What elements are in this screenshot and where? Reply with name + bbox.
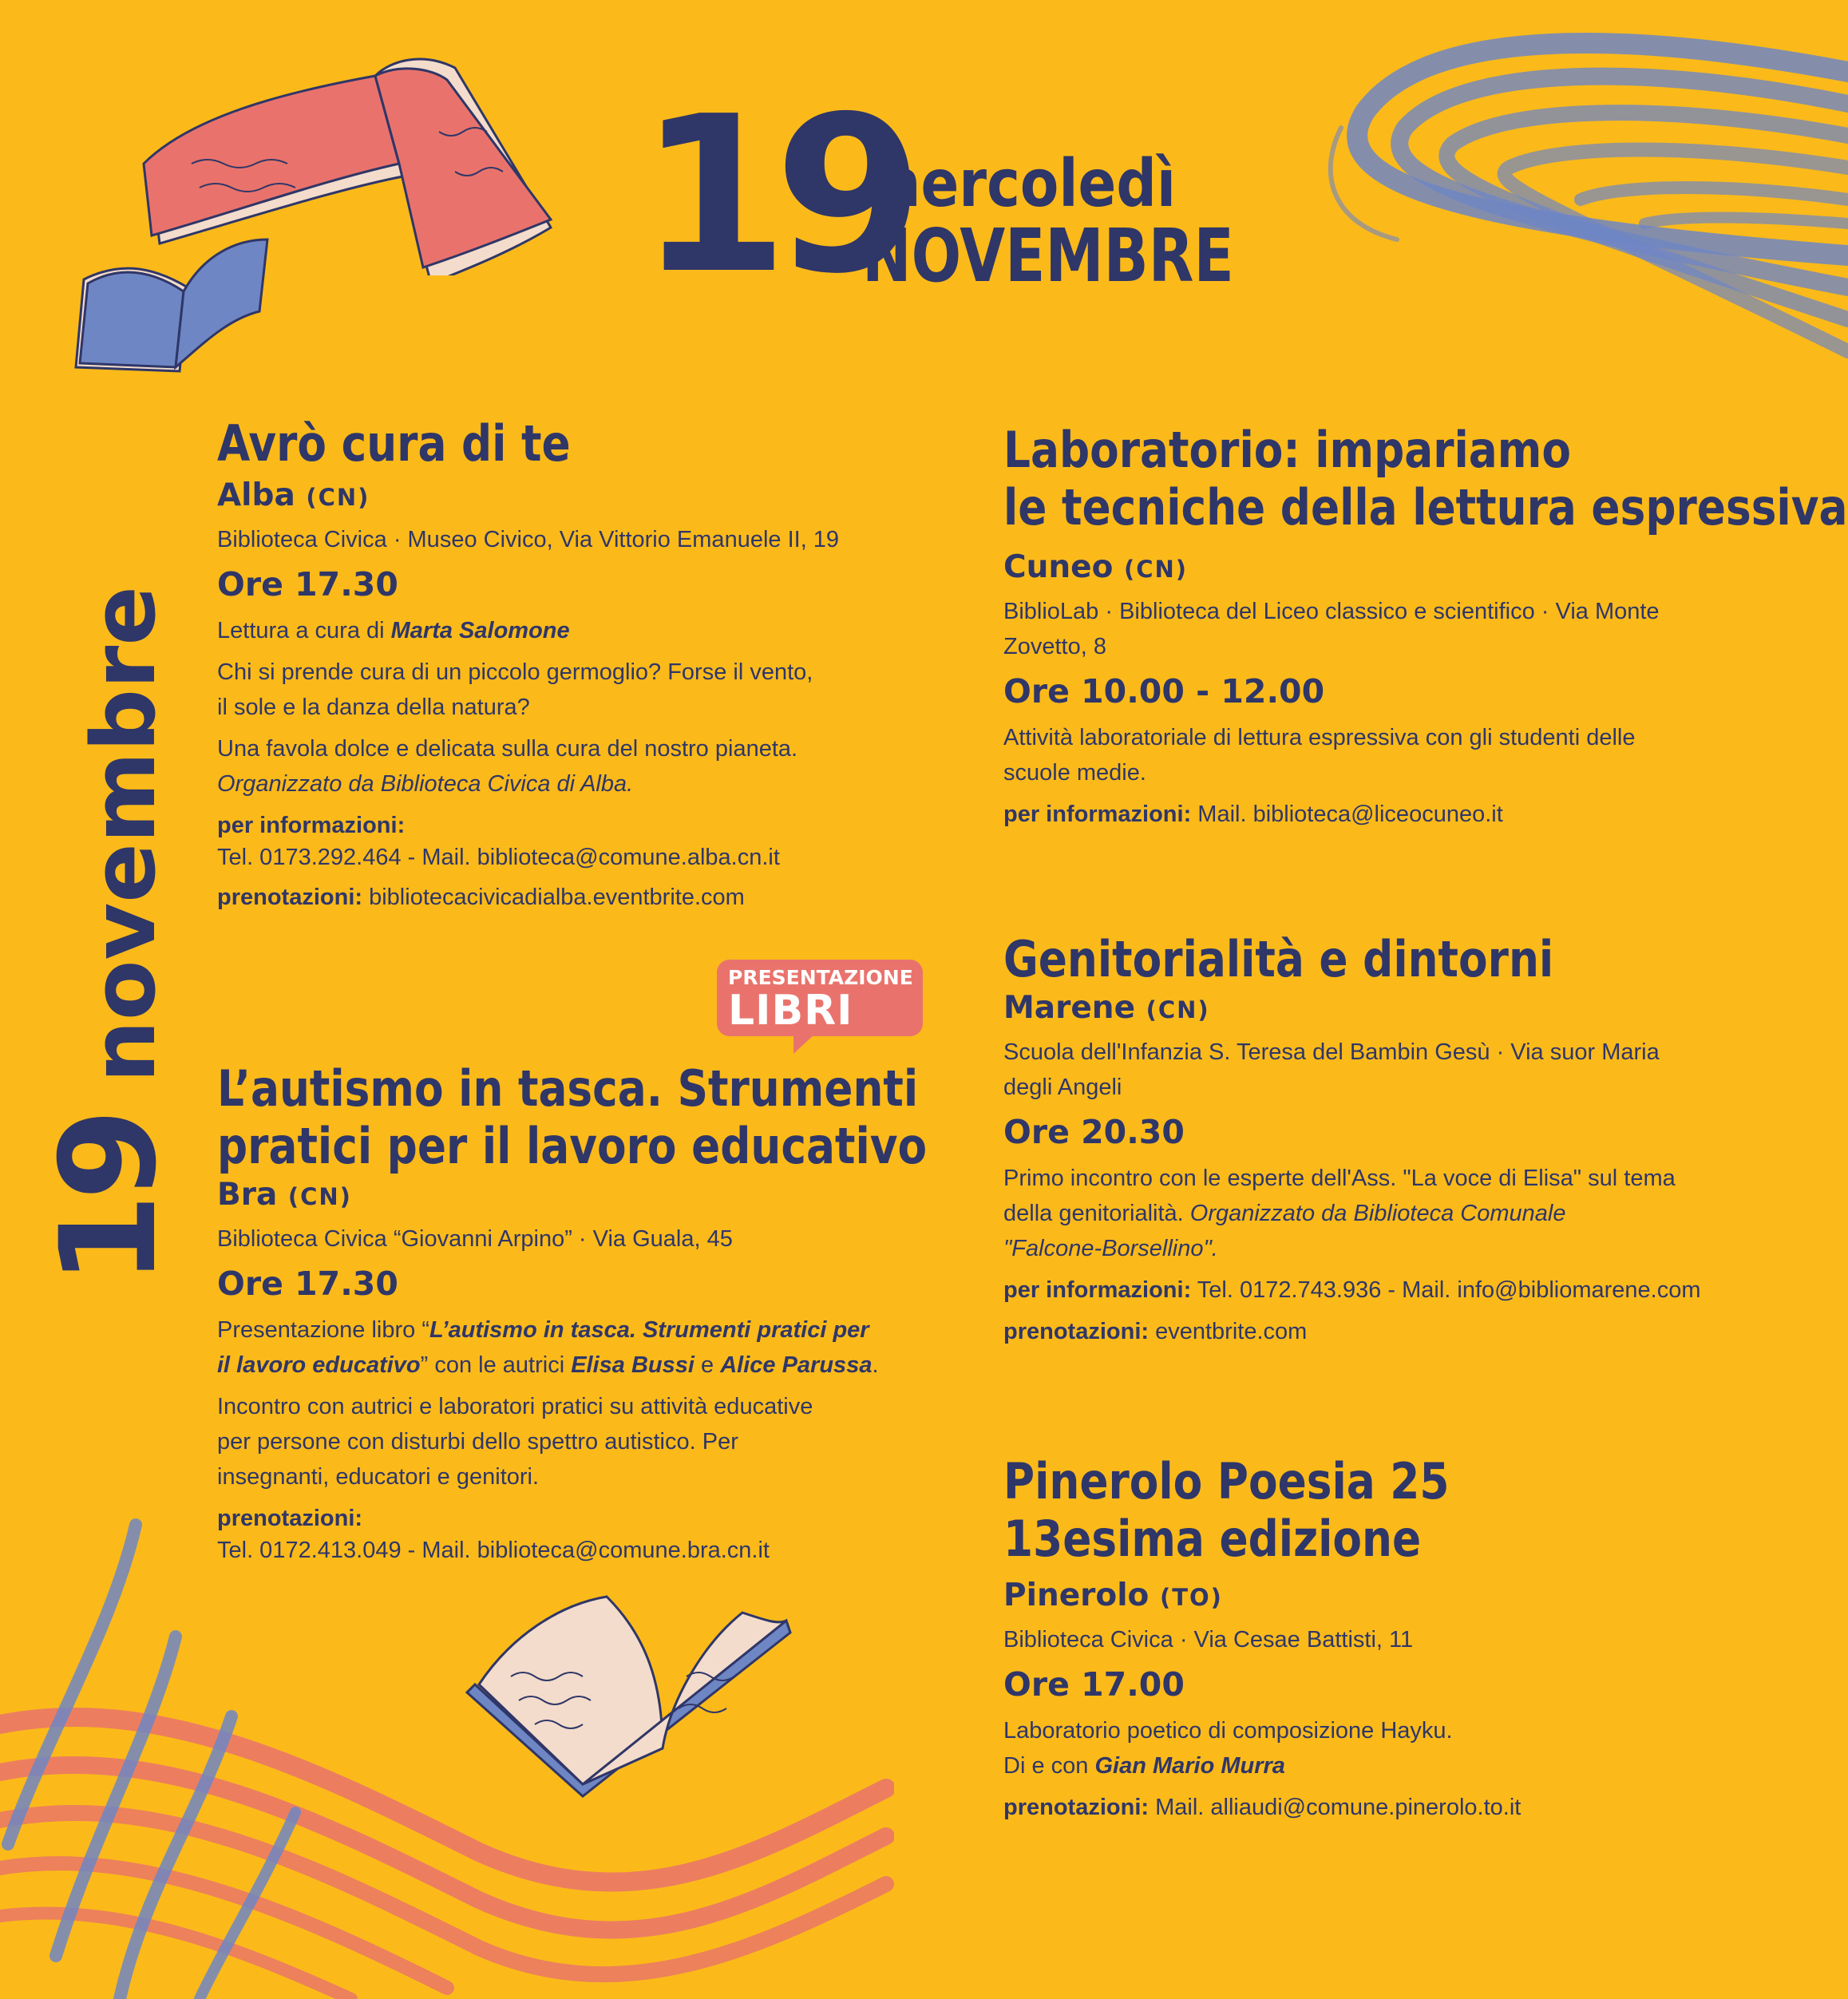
booking-value: bibliotecacivicadialba.eventbrite.com	[369, 885, 745, 910]
text: e	[694, 1352, 721, 1378]
event-city	[1003, 988, 1834, 1030]
desc-line: della genitorialità.	[1003, 1201, 1190, 1226]
event-details	[217, 1389, 936, 1494]
info-value: Tel. 0172.743.936 - Mail. info@bibliomarene.com	[1197, 1277, 1701, 1303]
desc-line: scuole medie.	[1003, 760, 1146, 786]
author-name: Alice Parussa	[720, 1352, 873, 1378]
event-venue	[1003, 1035, 1834, 1105]
event-title: L’autismo in tasca. Strumenti	[217, 1059, 919, 1118]
side-month: novembre	[73, 585, 175, 1083]
event-city	[217, 1175, 936, 1217]
desc-line: Attività laboratoriale di lettura espressiva con gli studenti delle	[1003, 725, 1636, 750]
event-alba	[217, 415, 936, 915]
event-booking	[217, 880, 936, 915]
side-day: 19	[32, 1114, 185, 1285]
info-label: per informazioni:	[217, 813, 406, 838]
desc-line: Primo incontro con le esperte dell'Ass. "La voce di Elisa" sul tema	[1003, 1166, 1676, 1191]
badge-line2: LIBRI	[728, 987, 853, 1035]
booking-label: prenotazioni:	[1003, 1795, 1150, 1820]
badge-line1: PRESENTAZIONE	[728, 966, 913, 989]
desc-line: per persone con disturbi dello spettro autistico. Per	[217, 1429, 738, 1455]
event-city	[1003, 548, 1802, 589]
desc-line: il sole e la danza della natura?	[217, 695, 530, 720]
organizer-line: Organizzato da Biblioteca Civica di Alba.	[217, 771, 634, 797]
organizer-line: "Falcone-Borsellino".	[1003, 1236, 1218, 1261]
event-city	[1003, 1576, 1802, 1617]
booking-label: prenotazioni:	[1003, 1319, 1150, 1344]
event-booking	[217, 1502, 936, 1566]
event-time: Ore 17.00	[1003, 1665, 1185, 1704]
blue-crayon-swirl	[1301, 16, 1848, 399]
province: (TO)	[1159, 1584, 1223, 1611]
event-description	[217, 655, 936, 725]
event-venue: Biblioteca Civica “Giovanni Arpino” · Via Guala, 45	[217, 1226, 733, 1252]
province: (CN)	[1146, 996, 1210, 1023]
event-time: Ore 10.00 - 12.00	[1003, 672, 1325, 711]
event-time: Ore 20.30	[1003, 1113, 1185, 1151]
venue-line: Scuola dell'Infanzia S. Teresa del Bambin Gesù · Via suor Maria	[1003, 1039, 1660, 1065]
venue-line: degli Angeli	[1003, 1075, 1122, 1100]
event-description	[1003, 720, 1802, 790]
presentazione-libri-badge	[717, 960, 923, 1036]
info-label: per informazioni:	[1003, 1277, 1192, 1303]
event-time: Ore 17.30	[217, 1265, 398, 1303]
reader-name: Marta Salomone	[390, 618, 570, 643]
desc-line: Chi si prende cura di un piccolo germoglio? Forse il vento,	[217, 659, 813, 685]
event-booking	[1003, 1314, 1834, 1349]
event-description	[1003, 1713, 1802, 1783]
booking-value: eventbrite.com	[1155, 1319, 1308, 1344]
event-info	[1003, 797, 1802, 832]
info-value: Tel. 0173.292.464 - Mail. biblioteca@comune.alba.cn.it	[217, 845, 780, 870]
blue-book-illustration	[68, 224, 275, 375]
book-title: il lavoro educativo	[217, 1352, 421, 1378]
event-bra	[217, 1060, 936, 1566]
booking-label: prenotazioni:	[217, 885, 363, 910]
text: Presentazione libro “	[217, 1317, 429, 1343]
province: (CN)	[1123, 556, 1189, 583]
desc-line: insegnanti, educatori e genitori.	[217, 1464, 540, 1490]
city-name: Marene	[1003, 990, 1136, 1026]
side-date-label	[32, 586, 185, 1285]
event-info	[217, 809, 936, 873]
cream-book-illustration	[463, 1589, 798, 1804]
event-pinerolo	[1003, 1453, 1802, 1825]
event-title: Genitorialità e dintorni	[1003, 930, 1554, 988]
book-title: L’autismo in tasca. Strumenti pratici per	[429, 1317, 869, 1343]
event-time: Ore 17.30	[217, 565, 398, 604]
event-organizer	[217, 731, 936, 802]
booking-value: Tel. 0172.413.049 - Mail. biblioteca@comune.bra.cn.it	[217, 1538, 770, 1563]
province: (CN)	[287, 1183, 352, 1210]
event-description	[1003, 1161, 1834, 1266]
info-value: Mail. biblioteca@liceocuneo.it	[1197, 802, 1503, 827]
info-label: per informazioni:	[1003, 802, 1192, 827]
event-title: Laboratorio: impariamo	[1003, 421, 1571, 479]
venue-line: Zovetto, 8	[1003, 634, 1106, 659]
event-cuneo	[1003, 421, 1848, 832]
city-name: Cuneo	[1003, 549, 1114, 585]
event-booking	[1003, 1790, 1802, 1825]
event-city	[217, 476, 936, 517]
booking-value: Mail. alliaudi@comune.pinerolo.to.it	[1155, 1795, 1522, 1820]
city-name: Bra	[217, 1177, 278, 1213]
organizer-line: Organizzato da Biblioteca Comunale	[1189, 1201, 1566, 1226]
event-venue: Biblioteca Civica · Museo Civico, Via Vittorio Emanuele II, 19	[217, 527, 840, 552]
venue-line: BiblioLab · Biblioteca del Liceo classico e scientifico · Via Monte	[1003, 599, 1660, 624]
booking-label: prenotazioni:	[217, 1506, 363, 1531]
text: ” con le autrici	[420, 1352, 572, 1378]
header-day: 19	[639, 69, 910, 321]
event-title: Avrò cura di te	[217, 414, 571, 473]
event-title: pratici per il lavoro educativo	[217, 1117, 928, 1175]
author-name: Elisa Bussi	[571, 1352, 694, 1378]
author-name: Gian Mario Murra	[1094, 1753, 1285, 1779]
event-marene	[1003, 931, 1834, 1349]
header-month: NOVEMBRE	[862, 213, 1234, 299]
header-weekday: mercoledì	[862, 146, 1176, 222]
event-title: 13esima edizione	[1003, 1510, 1422, 1568]
province: (CN)	[306, 484, 370, 511]
city-name: Pinerolo	[1003, 1577, 1150, 1613]
text: .	[872, 1352, 879, 1378]
reader-prefix: Lettura a cura di	[217, 618, 391, 643]
event-venue	[1003, 594, 1802, 664]
city-name: Alba	[217, 477, 295, 513]
event-info	[1003, 1273, 1834, 1308]
desc-line: Incontro con autrici e laboratori pratici su attività educative	[217, 1394, 813, 1419]
event-description	[217, 1312, 936, 1383]
desc-line: Laboratorio poetico di composizione Hayku.	[1003, 1718, 1453, 1744]
desc-line: Una favola dolce e delicata sulla cura del nostro pianeta.	[217, 736, 798, 762]
event-reader	[217, 613, 936, 648]
event-venue: Biblioteca Civica · Via Cesae Battisti, 11	[1003, 1627, 1414, 1653]
event-title: Pinerolo Poesia 25	[1003, 1452, 1450, 1510]
event-title: le tecniche della lettura espressiva	[1003, 478, 1848, 536]
desc-line: Di e con	[1003, 1753, 1095, 1779]
